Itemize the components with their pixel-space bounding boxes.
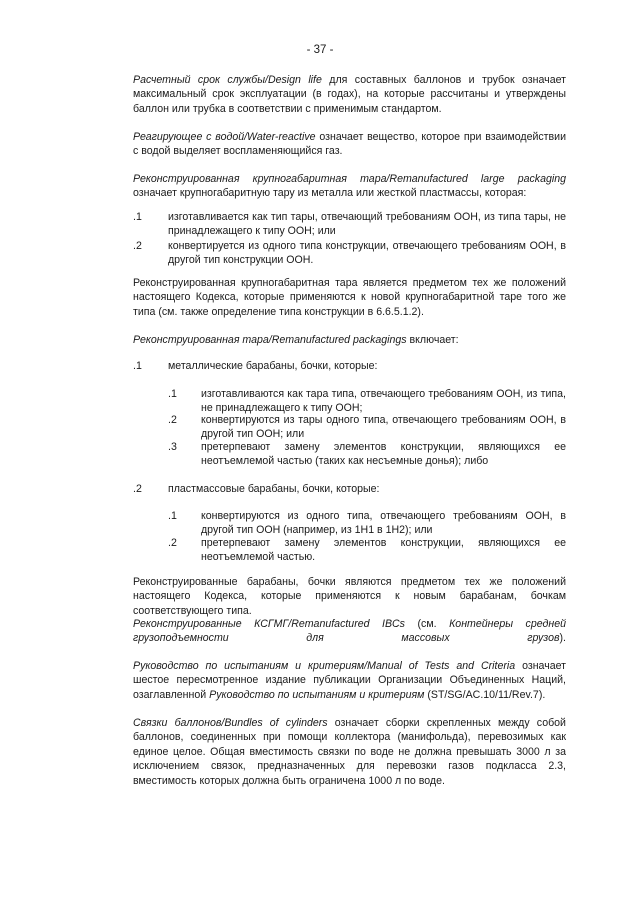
paragraph: Реконструированная крупногабаритная тара является предметом тех же положений настоящего Кодекса, которые применяются к новой крупногабаритной таре того же типа (см. также определение типа конструкции в 6.6.5.1.2). — [133, 277, 566, 318]
definition-bundles-of-cylinders: Связки баллонов/Bundles of cylinders означает сборки скрепленных между собой баллонов, соединенных при помощи коллектора (манифольда), перевозимых как единое целое. Общая вместимость связки по воде не должна превышать 3000 л за исключением связок, предназначенных для перевозки газов подкласса 2.3, вместимость которых должна быть ограничена 1000 л по воде. — [133, 717, 566, 787]
definition-manual-of-tests: Руководство по испытаниям и критериям/Manual of Tests and Criteria означает шестое пересмотренное издание публикации Организации Объединенных Наций, озаглавленной Руководство по испытаниям и критериям (ST/SG/AC.10/11/Rev.7). — [133, 660, 567, 701]
term: Реконструированные КСГМГ/Remanufactured IBCs — [133, 618, 405, 630]
term: Реагирующее с водой/Water-reactive — [133, 131, 316, 143]
definition-remanufactured-packagings: Реконструированная тара/Remanufactured packagings включает: — [133, 334, 459, 346]
definition-remanufactured-large-packaging: Реконструированная крупногабаритная тара/Remanufactured large packaging означает крупногабаритную тару из металла или жесткой пластмассы, которая: — [133, 173, 566, 200]
definition-design-life: Расчетный срок службы/Design life для составных баллонов и трубок означает максимальный срок эксплуатации (в годах), на которые рассчитаны и утверждены баллон или трубка в соответствии с применимым стандартом. — [133, 74, 566, 115]
definition-water-reactive: Реагирующее с водой/Water-reactive означает вещество, которое при взаимодействии с водой выделяет воспламеняющийся газ. — [133, 131, 566, 158]
definition-remanufactured-ibcs: Реконструированные КСГМГ/Remanufactured IBCs (см. Контейнеры средней грузоподъемности для массовых грузов). — [133, 618, 566, 645]
term: Реконструированная тара/Remanufactured packagings — [133, 334, 407, 346]
term: Связки баллонов/Bundles of cylinders — [133, 717, 328, 729]
term: Реконструированная крупногабаритная тара/Remanufactured large packaging — [133, 173, 566, 185]
paragraph: Реконструированные барабаны, бочки являются предметом тех же положений настоящего Кодекса, которые применяются к новым барабанам, бочкам соответствующего типа. — [133, 576, 566, 617]
term: Расчетный срок службы/Design life — [133, 74, 322, 86]
page-number: - 37 - — [306, 44, 334, 56]
term: Руководство по испытаниям и критериям/Manual of Tests and Criteria — [133, 660, 516, 672]
